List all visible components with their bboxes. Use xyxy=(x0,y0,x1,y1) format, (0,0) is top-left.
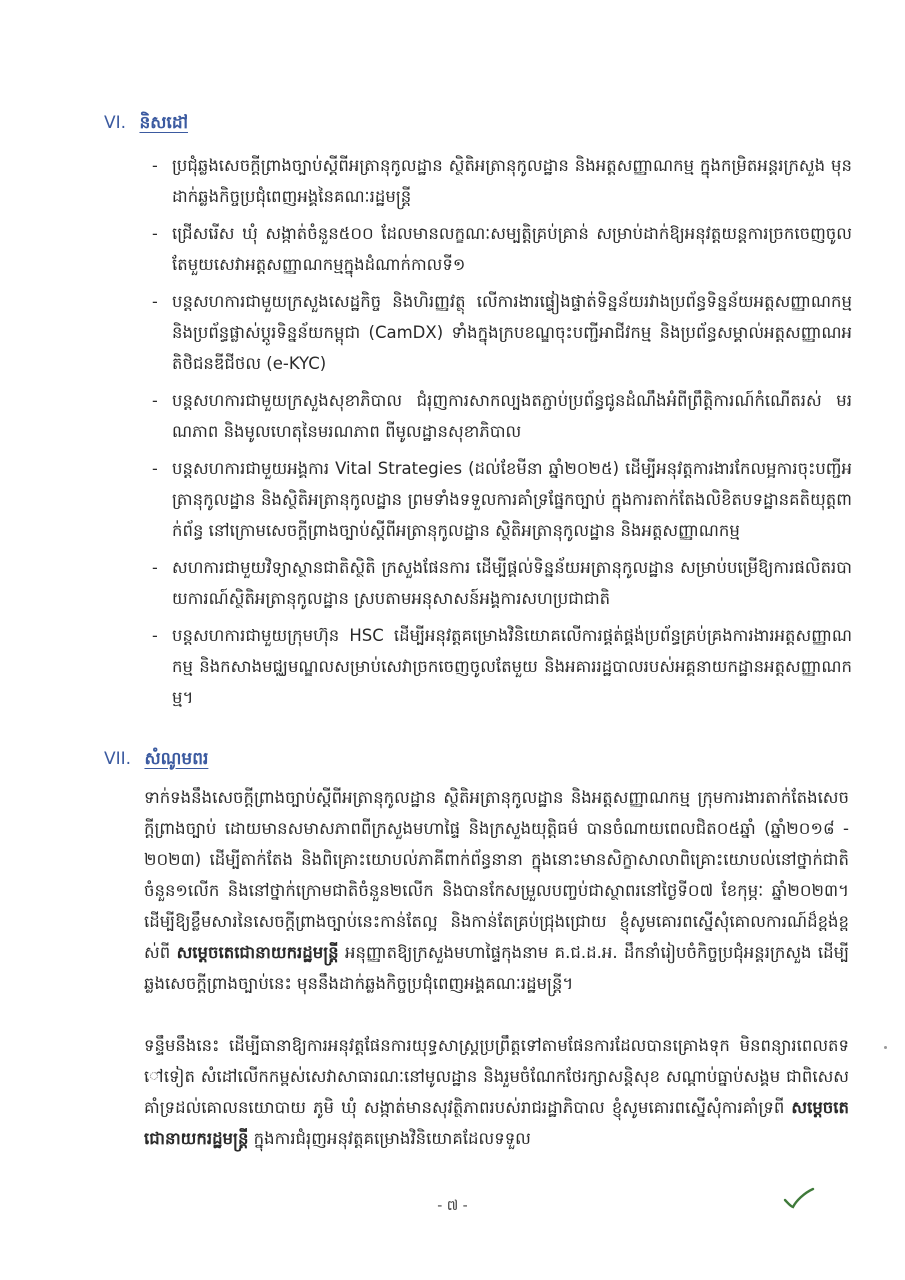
list-item: - សហការជាមួយវិទ្យាស្ថានជាតិស្ថិតិ ក្រសួងផែនការ ដើម្បីផ្តល់ទិន្នន័យអត្រានុកូលដ្ឋាន សម្រាប់បម្រើឱ្យការផលិតរបាយការណ៍ស្ថិតិអត្រានុកូលដ្ឋាន ស្របតាមអនុសាសន៍អង្គការសហប្រជាជាតិ xyxy=(152,552,852,614)
section-7-paragraph-2: ទន្ទឹមនឹងនេះ ដើម្បីធានាឱ្យការអនុវត្តផែនការយុទ្ធសាស្ត្រប្រព្រឹត្តទៅតាមផែនការដែលបានគ្រោងទុក មិនពន្យារពេលតទៅទៀត សំដៅលើកកម្ពស់សេវាសាធារណៈនៅមូលដ្ឋាន និងរួមចំណែកថែរក្សាសន្តិសុខ សណ្តាប់ធ្នាប់សង្គម ជាពិសេសគាំទ្រដល់គោលនយោបាយ ភូមិ ឃុំ សង្កាត់មានសុវត្ថិភាពរបស់រាជរដ្ឋាភិបាល ខ្ញុំសូមគោរពស្នើសុំការគាំទ្រពី សម្តេចតេជោនាយករដ្ឋមន្ត្រី ក្នុងការជំរុញអនុវត្តគម្រោងវិនិយោគដែលទទួល xyxy=(144,1036,849,1148)
bullet-text: ប្រជុំឆ្លងសេចក្តីព្រាងច្បាប់ស្តីពីអត្រានុកូលដ្ឋាន ស្ថិតិអត្រានុកូលដ្ឋាន និងអត្តសញ្ញាណកម្ម ក្នុងកម្រិតអន្តរក្រសួង មុនដាក់ឆ្លងកិច្ចប្រជុំពេញអង្គនៃគណៈរដ្ឋមន្ត្រី xyxy=(172,156,852,206)
bullet-text: បន្តសហការជាមួយក្រសួងសេដ្ឋកិច្ច និងហិរញ្ញវត្ថុ លើការងារផ្ទៀងផ្ទាត់ទិន្នន័យរវាងប្រព័ន្ធទិន្នន័យអត្តសញ្ញាណកម្ម និងប្រព័ន្ធផ្លាស់ប្តូរទិន្នន័យកម្ពុជា (CamDX) ទាំងក្នុងក្របខណ្ឌចុះបញ្ជីអាជីវកម្ម និងប្រព័ន្ធសម្គាល់អត្តសញ្ញាណអតិថិជនឌីជីថល (e-KYC) xyxy=(172,292,852,373)
list-item: - បន្តសហការជាមួយអង្គការ Vital Strategies (ដល់ខែមីនា ឆ្នាំ២០២៥) ដើម្បីអនុវត្តការងារកែលម្អការចុះបញ្ជីអត្រានុកូលដ្ឋាន និងស្ថិតិអត្រានុកូលដ្ឋាន ព្រមទាំងទទួលការគាំទ្រផ្នែកច្បាប់ ក្នុងការតាក់តែងលិខិតបទដ្ឋានគតិយុត្តពាក់ព័ន្ធ នៅក្រោមសេចក្តីព្រាងច្បាប់ស្តីពីអត្រានុកូលដ្ឋាន ស្ថិតិអត្រានុកូលដ្ឋាន និងអត្តសញ្ញាណកម្ម xyxy=(152,453,852,546)
bold-recipient: សម្តេចតេជោនាយករដ្ឋមន្ត្រី xyxy=(144,1098,849,1148)
bullet-text: បន្តសហការជាមួយអង្គការ Vital Strategies (ដល់ខែមីនា ឆ្នាំ២០២៥) ដើម្បីអនុវត្តការងារកែលម្អការចុះបញ្ជីអត្រានុកូលដ្ឋាន និងស្ថិតិអត្រានុកូលដ្ឋាន ព្រមទាំងទទួលការគាំទ្រផ្នែកច្បាប់ ក្នុងការតាក់តែងលិខិតបទដ្ឋានគតិយុត្តពាក់ព័ន្ធ នៅក្រោមសេចក្តីព្រាងច្បាប់ស្តីពីអត្រានុកូលដ្ឋាន ស្ថិតិអត្រានុកូលដ្ឋាន និងអត្តសញ្ញាណកម្ម xyxy=(172,459,852,540)
list-item: - ជ្រើសរើស ឃុំ សង្កាត់ចំនួន៥០០ ដែលមានលក្ខណៈសម្បត្តិគ្រប់គ្រាន់ សម្រាប់ដាក់ឱ្យអនុវត្តយន្តការច្រកចេញចូលតែមួយសេវាអត្តសញ្ញាណកម្មក្នុងដំណាក់កាលទី១ xyxy=(152,218,852,280)
list-item: - បន្តសហការជាមួយក្រសួងសុខាភិបាល ជំរុញការសាកល្បងតភ្ជាប់ប្រព័ន្ធជូនដំណឹងអំពីព្រឹត្តិការណ៍កំណើតរស់ មរណភាព និងមូលហេតុនៃមរណភាព ពីមូលដ្ឋានសុខាភិបាល xyxy=(152,385,852,447)
bullet-text: ជ្រើសរើស ឃុំ សង្កាត់ចំនួន៥០០ ដែលមានលក្ខណៈសម្បត្តិគ្រប់គ្រាន់ សម្រាប់ដាក់ឱ្យអនុវត្តយន្តការច្រកចេញចូលតែមួយសេវាអត្តសញ្ញាណកម្មក្នុងដំណាក់កាលទី១ xyxy=(172,224,852,274)
section-7-paragraph-1: ទាក់ទងនឹងសេចក្តីព្រាងច្បាប់ស្តីពីអត្រានុកូលដ្ឋាន ស្ថិតិអត្រានុកូលដ្ឋាន និងអត្តសញ្ញាណកម្ម ក្រុមការងារតាក់តែងសេចក្តីព្រាងច្បាប់ ដោយមានសមាសភាពពីក្រសួងមហាផ្ទៃ និងក្រសួងយុត្តិធម៌ បានចំណាយពេលជិត០៥ឆ្នាំ (ឆ្នាំ២០១៨ - ២០២៣) ដើម្បីតាក់តែង និងពិគ្រោះយោបល់ភាគីពាក់ព័ន្ធនានា ក្នុងនោះមានសិក្ខាសាលាពិគ្រោះយោបល់នៅថ្នាក់ជាតិចំនួន១លើក និងនៅថ្នាក់ក្រោមជាតិចំនួន២លើក និងបានកែសម្រួលបញ្ចប់ជាស្ថាពរនៅថ្ងៃទី០៧ ខែកុម្ភៈ ឆ្នាំ២០២៣។ ដើម្បីឱ្យខ្លឹមសារនៃសេចក្តីព្រាងច្បាប់នេះកាន់តែល្អ និងកាន់តែគ្រប់ជ្រុងជ្រោយ ខ្ញុំសូមគោរពស្នើសុំគោលការណ៍ដ៏ខ្ពង់ខ្ពស់ពី សម្តេចតេជោនាយករដ្ឋមន្ត្រី អនុញ្ញាតឱ្យក្រសួងមហាផ្ទៃកុងនាម គ.ជ.ដ.អ. ដឹកនាំរៀបចំកិច្ចប្រជុំអន្តរក្រសួង ដើម្បីឆ្លងសេចក្តីព្រាងច្បាប់នេះ មុននឹងដាក់ឆ្លងកិច្ចប្រជុំពេញអង្គគណៈរដ្ឋមន្ត្រី។ xyxy=(144,788,850,993)
section-7-title: សំណូមពរ xyxy=(144,749,209,769)
page-number: - ៧ - xyxy=(437,1198,468,1214)
list-item: - បន្តសហការជាមួយក្រុមហ៊ុន HSC ដើម្បីអនុវត្តគម្រោងវិនិយោគលើការផ្គត់ផ្គង់ប្រព័ន្ធគ្រប់គ្រងការងារអត្តសញ្ញាណកម្ម និងកសាងមជ្ឈមណ្ឌលសម្រាប់សេវាច្រកចេញចូលតែមួយ និងអគាររដ្ឋបាលរបស់អគ្គនាយកដ្ឋានអត្តសញ្ញាណកម្ម។ xyxy=(152,620,852,713)
section-7-heading xyxy=(104,748,208,773)
section-7-number: VII. xyxy=(104,749,132,769)
bold-recipient: សម្តេចតេជោនាយករដ្ឋមន្ត្រី xyxy=(176,943,339,962)
bullet-text: បន្តសហការជាមួយក្រុមហ៊ុន HSC ដើម្បីអនុវត្តគម្រោងវិនិយោគលើការផ្គត់ផ្គង់ប្រព័ន្ធគ្រប់គ្រងការងារអត្តសញ្ញាណកម្ម និងកសាងមជ្ឈមណ្ឌលសម្រាប់សេវាច្រកចេញចូលតែមួយ និងអគាររដ្ឋបាលរបស់អគ្គនាយកដ្ឋានអត្តសញ្ញាណកម្ម។ xyxy=(172,626,852,707)
section-6-bullet-list xyxy=(152,150,852,719)
scan-speck xyxy=(884,1046,887,1049)
handwritten-check-mark-icon xyxy=(782,1186,816,1210)
section-6-heading xyxy=(104,112,188,137)
list-item: - ប្រជុំឆ្លងសេចក្តីព្រាងច្បាប់ស្តីពីអត្រានុកូលដ្ឋាន ស្ថិតិអត្រានុកូលដ្ឋាន និងអត្តសញ្ញាណកម្ម ក្នុងកម្រិតអន្តរក្រសួង មុនដាក់ឆ្លងកិច្ចប្រជុំពេញអង្គនៃគណៈរដ្ឋមន្ត្រី xyxy=(152,150,852,212)
section-6-number: VI. xyxy=(104,113,127,133)
section-6-title: និសដៅ xyxy=(139,113,189,133)
bullet-text: សហការជាមួយវិទ្យាស្ថានជាតិស្ថិតិ ក្រសួងផែនការ ដើម្បីផ្តល់ទិន្នន័យអត្រានុកូលដ្ឋាន សម្រាប់បម្រើឱ្យការផលិតរបាយការណ៍ស្ថិតិអត្រានុកូលដ្ឋាន ស្របតាមអនុសាសន៍អង្គការសហប្រជាជាតិ xyxy=(172,558,852,608)
list-item: - បន្តសហការជាមួយក្រសួងសេដ្ឋកិច្ច និងហិរញ្ញវត្ថុ លើការងារផ្ទៀងផ្ទាត់ទិន្នន័យរវាងប្រព័ន្ធទិន្នន័យអត្តសញ្ញាណកម្ម និងប្រព័ន្ធផ្លាស់ប្តូរទិន្នន័យកម្ពុជា (CamDX) ទាំងក្នុងក្របខណ្ឌចុះបញ្ជីអាជីវកម្ម និងប្រព័ន្ធសម្គាល់អត្តសញ្ញាណអតិថិជនឌីជីថល (e-KYC) xyxy=(152,286,852,379)
bullet-text: បន្តសហការជាមួយក្រសួងសុខាភិបាល ជំរុញការសាកល្បងតភ្ជាប់ប្រព័ន្ធជូនដំណឹងអំពីព្រឹត្តិការណ៍កំណើតរស់ មរណភាព និងមូលហេតុនៃមរណភាព ពីមូលដ្ឋានសុខាភិបាល xyxy=(172,391,852,441)
